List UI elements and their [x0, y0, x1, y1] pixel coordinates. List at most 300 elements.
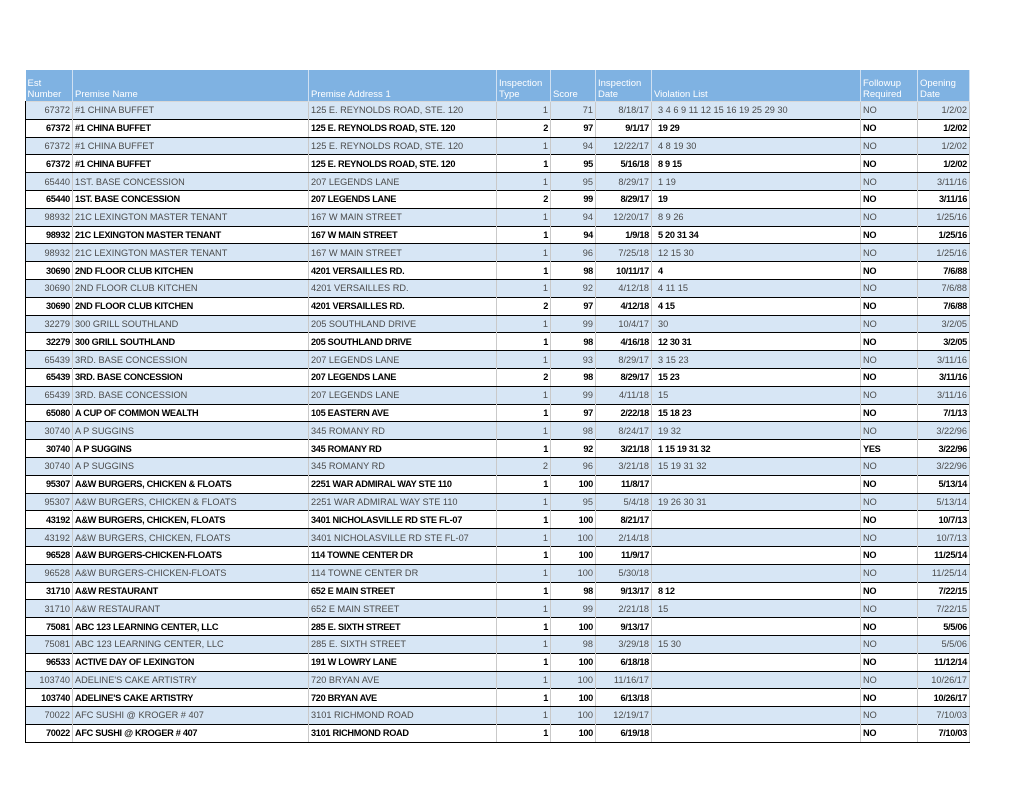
cell-est-number: 30690: [26, 297, 73, 315]
table-row: [26, 671, 970, 689]
cell-score: 100: [551, 653, 596, 671]
cell-opening-date: 7/6/88: [918, 279, 970, 297]
col-est-number: Est Number: [26, 70, 73, 102]
cell-inspection-type: 1: [497, 724, 551, 742]
cell-inspection-date: 10/11/17: [596, 262, 652, 280]
cell-inspection-type: 1: [497, 404, 551, 422]
cell-premise-name: 2ND FLOOR CLUB KITCHEN: [73, 279, 309, 297]
cell-score: 98: [551, 368, 596, 386]
cell-followup-required: NO: [861, 422, 918, 440]
cell-inspection-date: 5/30/18: [596, 564, 652, 582]
cell-score: 94: [551, 137, 596, 155]
cell-est-number: 98932: [26, 208, 73, 226]
cell-inspection-type: 1: [497, 671, 551, 689]
cell-opening-date: 7/10/03: [918, 724, 970, 742]
cell-inspection-type: 1: [497, 208, 551, 226]
cell-inspection-type: 1: [497, 279, 551, 297]
col-opening-date: Opening Date: [918, 70, 970, 102]
cell-inspection-date: 3/21/18: [596, 440, 652, 458]
cell-premise-name: 21C LEXINGTON MASTER TENANT: [73, 226, 309, 244]
table-row: [26, 137, 970, 155]
table-row: [26, 279, 970, 297]
cell-score: 94: [551, 226, 596, 244]
cell-score: 100: [551, 475, 596, 493]
cell-followup-required: NO: [861, 404, 918, 422]
cell-inspection-date: 2/21/18: [596, 600, 652, 618]
cell-premise-address: 285 E. SIXTH STREET: [309, 635, 497, 653]
cell-violation-list: [652, 564, 861, 582]
cell-premise-name: ACTIVE DAY OF LEXINGTON: [73, 653, 309, 671]
table-row: [26, 582, 970, 600]
table-row: [26, 155, 970, 173]
cell-followup-required: NO: [861, 475, 918, 493]
cell-score: 93: [551, 351, 596, 369]
cell-violation-list: 19 29: [652, 119, 861, 137]
table-row: [26, 564, 970, 582]
cell-premise-address: 125 E. REYNOLDS ROAD, STE. 120: [309, 119, 497, 137]
cell-est-number: 30740: [26, 440, 73, 458]
cell-est-number: 32279: [26, 315, 73, 333]
cell-score: 100: [551, 546, 596, 564]
cell-opening-date: 1/25/16: [918, 208, 970, 226]
cell-opening-date: 10/26/17: [918, 671, 970, 689]
cell-inspection-type: 1: [497, 102, 551, 120]
table-row: [26, 208, 970, 226]
cell-opening-date: 1/2/02: [918, 155, 970, 173]
cell-violation-list: 8 12: [652, 582, 861, 600]
cell-violation-list: 15 23: [652, 368, 861, 386]
cell-premise-address: 207 LEGENDS LANE: [309, 368, 497, 386]
cell-score: 98: [551, 635, 596, 653]
cell-opening-date: 7/10/03: [918, 707, 970, 725]
cell-inspection-date: 12/22/17: [596, 137, 652, 155]
cell-inspection-type: 2: [497, 368, 551, 386]
cell-inspection-type: 1: [497, 564, 551, 582]
cell-followup-required: NO: [861, 689, 918, 707]
cell-followup-required: NO: [861, 351, 918, 369]
cell-inspection-type: 1: [497, 422, 551, 440]
cell-violation-list: [652, 475, 861, 493]
table-row: [26, 262, 970, 280]
cell-premise-address: 167 W MAIN STREET: [309, 226, 497, 244]
cell-followup-required: YES: [861, 440, 918, 458]
cell-est-number: 67372: [26, 137, 73, 155]
col-premise-address: Premise Address 1: [309, 70, 497, 102]
cell-inspection-date: 11/8/17: [596, 475, 652, 493]
cell-inspection-type: 1: [497, 262, 551, 280]
cell-violation-list: [652, 689, 861, 707]
table-body: [26, 102, 970, 743]
cell-opening-date: 1/25/16: [918, 244, 970, 262]
cell-premise-address: 4201 VERSAILLES RD.: [309, 279, 497, 297]
cell-opening-date: 7/22/15: [918, 600, 970, 618]
cell-violation-list: 15 18 23: [652, 404, 861, 422]
cell-score: 95: [551, 173, 596, 191]
cell-inspection-type: 1: [497, 689, 551, 707]
cell-inspection-date: 11/9/17: [596, 546, 652, 564]
cell-inspection-type: 1: [497, 529, 551, 547]
cell-score: 95: [551, 493, 596, 511]
cell-inspection-type: 1: [497, 511, 551, 529]
cell-violation-list: 12 30 31: [652, 333, 861, 351]
cell-inspection-date: 12/20/17: [596, 208, 652, 226]
cell-est-number: 65439: [26, 351, 73, 369]
cell-opening-date: 3/22/96: [918, 440, 970, 458]
table-row: [26, 173, 970, 191]
table-row: [26, 493, 970, 511]
cell-followup-required: NO: [861, 368, 918, 386]
table-row: [26, 600, 970, 618]
cell-followup-required: NO: [861, 262, 918, 280]
table-row: [26, 368, 970, 386]
table-row: [26, 707, 970, 725]
cell-inspection-date: 8/29/17: [596, 368, 652, 386]
cell-est-number: 43192: [26, 511, 73, 529]
cell-est-number: 65440: [26, 173, 73, 191]
cell-inspection-date: 3/29/18: [596, 635, 652, 653]
cell-est-number: 65440: [26, 190, 73, 208]
cell-score: 100: [551, 529, 596, 547]
cell-followup-required: NO: [861, 618, 918, 636]
cell-est-number: 96533: [26, 653, 73, 671]
cell-score: 98: [551, 582, 596, 600]
cell-premise-name: #1 CHINA BUFFET: [73, 102, 309, 120]
cell-premise-name: A P SUGGINS: [73, 422, 309, 440]
cell-premise-name: #1 CHINA BUFFET: [73, 155, 309, 173]
cell-est-number: 30690: [26, 262, 73, 280]
cell-inspection-date: 10/4/17: [596, 315, 652, 333]
cell-premise-name: #1 CHINA BUFFET: [73, 119, 309, 137]
table-row: [26, 422, 970, 440]
cell-inspection-type: 1: [497, 707, 551, 725]
cell-premise-name: A&W RESTAURANT: [73, 600, 309, 618]
cell-premise-name: A&W BURGERS, CHICKEN, FLOATS: [73, 529, 309, 547]
table-row: [26, 315, 970, 333]
cell-est-number: 70022: [26, 724, 73, 742]
cell-opening-date: 3/2/05: [918, 333, 970, 351]
cell-followup-required: NO: [861, 333, 918, 351]
table-row: [26, 440, 970, 458]
cell-est-number: 30690: [26, 279, 73, 297]
cell-est-number: 103740: [26, 689, 73, 707]
cell-score: 100: [551, 707, 596, 725]
cell-score: 100: [551, 724, 596, 742]
col-score: Score: [551, 70, 596, 102]
cell-premise-name: 1ST. BASE CONCESSION: [73, 173, 309, 191]
cell-violation-list: [652, 546, 861, 564]
cell-inspection-date: 7/25/18: [596, 244, 652, 262]
cell-followup-required: NO: [861, 315, 918, 333]
cell-score: 100: [551, 564, 596, 582]
cell-opening-date: 5/13/14: [918, 493, 970, 511]
cell-violation-list: [652, 724, 861, 742]
cell-est-number: 67372: [26, 155, 73, 173]
cell-est-number: 75081: [26, 618, 73, 636]
cell-premise-name: 21C LEXINGTON MASTER TENANT: [73, 208, 309, 226]
cell-premise-address: 207 LEGENDS LANE: [309, 386, 497, 404]
cell-premise-address: 285 E. SIXTH STREET: [309, 618, 497, 636]
cell-est-number: 43192: [26, 529, 73, 547]
cell-score: 100: [551, 689, 596, 707]
cell-inspection-type: 1: [497, 635, 551, 653]
cell-score: 100: [551, 511, 596, 529]
header-row: [26, 70, 970, 102]
table-row: [26, 102, 970, 120]
table-row: [26, 226, 970, 244]
cell-premise-address: 125 E. REYNOLDS ROAD, STE. 120: [309, 102, 497, 120]
cell-followup-required: NO: [861, 529, 918, 547]
cell-premise-name: A&W RESTAURANT: [73, 582, 309, 600]
cell-opening-date: 3/11/16: [918, 173, 970, 191]
cell-premise-address: 345 ROMANY RD: [309, 457, 497, 475]
cell-premise-address: 652 E MAIN STREET: [309, 582, 497, 600]
cell-premise-address: 167 W MAIN STREET: [309, 244, 497, 262]
cell-inspection-type: 1: [497, 333, 551, 351]
cell-est-number: 65080: [26, 404, 73, 422]
cell-premise-address: 191 W LOWRY LANE: [309, 653, 497, 671]
cell-score: 100: [551, 671, 596, 689]
cell-opening-date: 3/2/05: [918, 315, 970, 333]
cell-inspection-date: 6/18/18: [596, 653, 652, 671]
cell-score: 92: [551, 279, 596, 297]
cell-premise-name: A CUP OF COMMON WEALTH: [73, 404, 309, 422]
cell-followup-required: NO: [861, 119, 918, 137]
cell-inspection-type: 1: [497, 137, 551, 155]
cell-inspection-type: 2: [497, 457, 551, 475]
cell-inspection-date: 8/21/17: [596, 511, 652, 529]
cell-est-number: 67372: [26, 119, 73, 137]
cell-violation-list: [652, 529, 861, 547]
cell-inspection-date: 3/21/18: [596, 457, 652, 475]
cell-premise-address: 345 ROMANY RD: [309, 422, 497, 440]
cell-followup-required: NO: [861, 102, 918, 120]
cell-premise-address: 207 LEGENDS LANE: [309, 190, 497, 208]
cell-violation-list: 19 32: [652, 422, 861, 440]
cell-premise-name: 1ST. BASE CONCESSION: [73, 190, 309, 208]
cell-opening-date: 3/22/96: [918, 422, 970, 440]
cell-premise-name: 3RD. BASE CONCESSION: [73, 368, 309, 386]
cell-premise-address: 205 SOUTHLAND DRIVE: [309, 333, 497, 351]
cell-premise-address: 205 SOUTHLAND DRIVE: [309, 315, 497, 333]
table-row: [26, 244, 970, 262]
cell-inspection-date: 4/12/18: [596, 297, 652, 315]
cell-premise-name: 3RD. BASE CONCESSION: [73, 351, 309, 369]
cell-premise-name: 3RD. BASE CONCESSION: [73, 386, 309, 404]
cell-opening-date: 3/11/16: [918, 368, 970, 386]
cell-premise-name: #1 CHINA BUFFET: [73, 137, 309, 155]
cell-opening-date: 3/11/16: [918, 351, 970, 369]
cell-followup-required: NO: [861, 190, 918, 208]
cell-inspection-date: 6/19/18: [596, 724, 652, 742]
cell-followup-required: NO: [861, 582, 918, 600]
cell-score: 96: [551, 457, 596, 475]
col-premise-name: Premise Name: [73, 70, 309, 102]
cell-score: 99: [551, 386, 596, 404]
cell-followup-required: NO: [861, 457, 918, 475]
table-row: [26, 386, 970, 404]
cell-score: 98: [551, 333, 596, 351]
col-violation-list: Violation List: [652, 70, 861, 102]
cell-followup-required: NO: [861, 511, 918, 529]
table-row: [26, 333, 970, 351]
cell-followup-required: NO: [861, 600, 918, 618]
cell-score: 99: [551, 600, 596, 618]
cell-inspection-date: 12/19/17: [596, 707, 652, 725]
cell-violation-list: 19 26 30 31: [652, 493, 861, 511]
table-row: [26, 546, 970, 564]
cell-inspection-date: 9/13/17: [596, 618, 652, 636]
table-row: [26, 119, 970, 137]
cell-violation-list: 30: [652, 315, 861, 333]
cell-inspection-date: 2/14/18: [596, 529, 652, 547]
cell-inspection-date: 2/22/18: [596, 404, 652, 422]
cell-followup-required: NO: [861, 244, 918, 262]
cell-score: 97: [551, 404, 596, 422]
cell-violation-list: 3 4 6 9 11 12 15 16 19 25 29 30: [652, 102, 861, 120]
cell-violation-list: 1 19: [652, 173, 861, 191]
cell-followup-required: NO: [861, 653, 918, 671]
cell-inspection-date: 8/29/17: [596, 173, 652, 191]
cell-est-number: 30740: [26, 422, 73, 440]
cell-inspection-type: 1: [497, 600, 551, 618]
cell-inspection-type: 2: [497, 190, 551, 208]
cell-est-number: 98932: [26, 244, 73, 262]
cell-score: 71: [551, 102, 596, 120]
cell-followup-required: NO: [861, 173, 918, 191]
cell-inspection-type: 1: [497, 244, 551, 262]
cell-premise-name: A&W BURGERS-CHICKEN-FLOATS: [73, 546, 309, 564]
cell-followup-required: NO: [861, 564, 918, 582]
cell-opening-date: 11/25/14: [918, 546, 970, 564]
cell-violation-list: 3 15 23: [652, 351, 861, 369]
cell-premise-name: ADELINE'S CAKE ARTISTRY: [73, 671, 309, 689]
cell-violation-list: 8 9 26: [652, 208, 861, 226]
cell-followup-required: NO: [861, 155, 918, 173]
cell-premise-address: 720 BRYAN AVE: [309, 671, 497, 689]
cell-inspection-date: 9/13/17: [596, 582, 652, 600]
cell-opening-date: 11/25/14: [918, 564, 970, 582]
table-row: [26, 689, 970, 707]
cell-premise-address: 125 E. REYNOLDS ROAD, STE. 120: [309, 137, 497, 155]
cell-inspection-type: 1: [497, 173, 551, 191]
cell-inspection-date: 6/13/18: [596, 689, 652, 707]
cell-inspection-date: 4/16/18: [596, 333, 652, 351]
cell-premise-address: 345 ROMANY RD: [309, 440, 497, 458]
cell-premise-address: 114 TOWNE CENTER DR: [309, 546, 497, 564]
cell-inspection-date: 8/29/17: [596, 190, 652, 208]
cell-premise-address: 105 EASTERN AVE: [309, 404, 497, 422]
cell-est-number: 31710: [26, 600, 73, 618]
table-row: [26, 653, 970, 671]
cell-est-number: 30740: [26, 457, 73, 475]
cell-premise-name: 2ND FLOOR CLUB KITCHEN: [73, 262, 309, 280]
col-inspection-date: Inspection Date: [596, 70, 652, 102]
cell-violation-list: 4: [652, 262, 861, 280]
table-row: [26, 475, 970, 493]
cell-inspection-date: 8/29/17: [596, 351, 652, 369]
cell-opening-date: 3/22/96: [918, 457, 970, 475]
cell-violation-list: 19: [652, 190, 861, 208]
cell-est-number: 31710: [26, 582, 73, 600]
cell-inspection-type: 1: [497, 546, 551, 564]
cell-opening-date: 7/1/13: [918, 404, 970, 422]
cell-premise-address: 114 TOWNE CENTER DR: [309, 564, 497, 582]
cell-inspection-date: 9/1/17: [596, 119, 652, 137]
cell-premise-address: 3101 RICHMOND ROAD: [309, 724, 497, 742]
cell-violation-list: 4 11 15: [652, 279, 861, 297]
cell-inspection-date: 8/18/17: [596, 102, 652, 120]
inspection-table: [25, 70, 970, 743]
cell-inspection-date: 4/12/18: [596, 279, 652, 297]
cell-opening-date: 10/7/13: [918, 529, 970, 547]
cell-opening-date: 7/6/88: [918, 262, 970, 280]
cell-inspection-type: 2: [497, 297, 551, 315]
col-inspection-type: Inspection Type: [497, 70, 551, 102]
cell-inspection-date: 8/24/17: [596, 422, 652, 440]
cell-inspection-type: 1: [497, 653, 551, 671]
cell-score: 95: [551, 155, 596, 173]
cell-premise-name: AFC SUSHI @ KROGER # 407: [73, 724, 309, 742]
cell-score: 99: [551, 190, 596, 208]
cell-followup-required: NO: [861, 493, 918, 511]
cell-premise-name: A P SUGGINS: [73, 457, 309, 475]
cell-opening-date: 3/11/16: [918, 386, 970, 404]
cell-violation-list: [652, 511, 861, 529]
cell-followup-required: NO: [861, 226, 918, 244]
cell-premise-address: 4201 VERSAILLES RD.: [309, 297, 497, 315]
cell-violation-list: 15 30: [652, 635, 861, 653]
cell-opening-date: 10/26/17: [918, 689, 970, 707]
cell-followup-required: NO: [861, 137, 918, 155]
cell-violation-list: 4 8 19 30: [652, 137, 861, 155]
cell-premise-name: A&W BURGERS, CHICKEN & FLOATS: [73, 493, 309, 511]
cell-opening-date: 10/7/13: [918, 511, 970, 529]
cell-premise-address: 3401 NICHOLASVILLE RD STE FL-07: [309, 529, 497, 547]
cell-score: 98: [551, 422, 596, 440]
cell-inspection-type: 1: [497, 475, 551, 493]
cell-est-number: 96528: [26, 546, 73, 564]
table-row: [26, 457, 970, 475]
cell-inspection-type: 2: [497, 119, 551, 137]
cell-score: 97: [551, 119, 596, 137]
col-followup-required: Followup Required: [861, 70, 918, 102]
cell-followup-required: NO: [861, 724, 918, 742]
cell-inspection-date: 4/11/18: [596, 386, 652, 404]
cell-premise-name: 300 GRILL SOUTHLAND: [73, 333, 309, 351]
cell-est-number: 32279: [26, 333, 73, 351]
cell-opening-date: 7/6/88: [918, 297, 970, 315]
cell-score: 98: [551, 262, 596, 280]
cell-opening-date: 5/5/06: [918, 618, 970, 636]
table-row: [26, 351, 970, 369]
cell-opening-date: 1/2/02: [918, 119, 970, 137]
cell-inspection-type: 1: [497, 226, 551, 244]
table-row: [26, 297, 970, 315]
cell-followup-required: NO: [861, 546, 918, 564]
cell-violation-list: 12 15 30: [652, 244, 861, 262]
cell-premise-name: ADELINE'S CAKE ARTISTRY: [73, 689, 309, 707]
cell-opening-date: 5/13/14: [918, 475, 970, 493]
cell-est-number: 65439: [26, 368, 73, 386]
cell-opening-date: 1/2/02: [918, 137, 970, 155]
cell-est-number: 95307: [26, 493, 73, 511]
cell-violation-list: 4 15: [652, 297, 861, 315]
cell-inspection-type: 1: [497, 493, 551, 511]
cell-premise-name: A&W BURGERS-CHICKEN-FLOATS: [73, 564, 309, 582]
cell-followup-required: NO: [861, 671, 918, 689]
cell-inspection-type: 1: [497, 351, 551, 369]
cell-premise-name: 300 GRILL SOUTHLAND: [73, 315, 309, 333]
